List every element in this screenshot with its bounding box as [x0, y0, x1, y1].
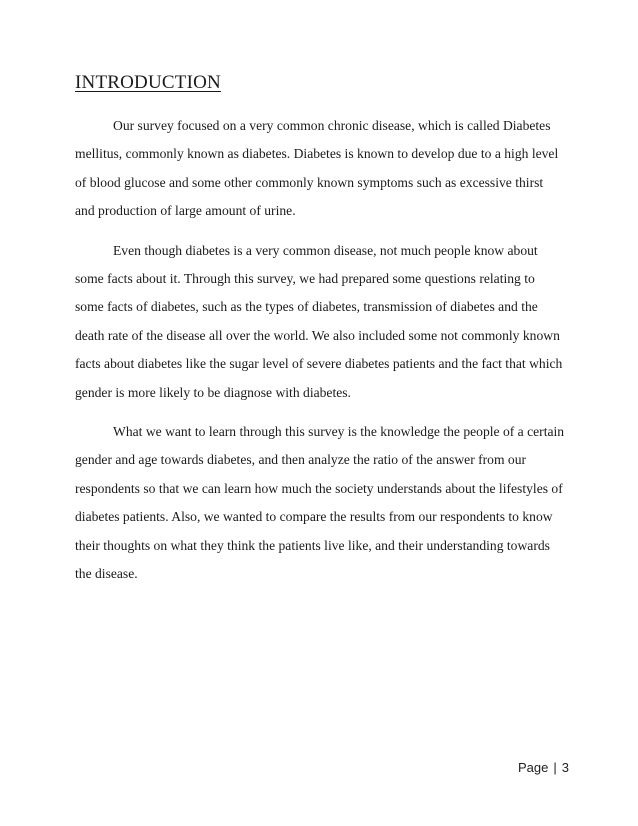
page-footer: [518, 760, 569, 775]
document-body: [75, 112, 565, 600]
page-label: Page: [518, 760, 549, 775]
page-number: 3: [561, 760, 569, 775]
paragraph-1: Our survey focused on a very common chronic disease, which is called Diabetes mellitus, commonly known as diabetes. Diabetes is known to develop due to a high level of blood glucose and some other commonly known symptoms such as excessive thirst and production of large amount of urine.: [75, 118, 559, 219]
section-heading: INTRODUCTION: [75, 72, 221, 93]
page-separator: |: [553, 760, 557, 775]
paragraph-3: What we want to learn through this survey is the knowledge the people of a certain gender and age towards diabetes, and then analyze the ratio of the answer from our respondents so that we can learn how much the society understands about the lifestyles of diabetes patients. Also, we wanted to compare the results from our respondents to know their thoughts on what they think the patients live like, and their understanding towards the disease.: [75, 424, 565, 582]
paragraph-2: Even though diabetes is a very common disease, not much people know about some facts about it. Through this survey, we had prepared some questions relating to some facts of diabetes, such as the types of diabetes, transmission of diabetes and the death rate of the disease all over the world. We also included some not commonly known facts about diabetes like the sugar level of severe diabetes patients and the fact that which gender is more likely to be diagnose with diabetes.: [75, 242, 563, 400]
